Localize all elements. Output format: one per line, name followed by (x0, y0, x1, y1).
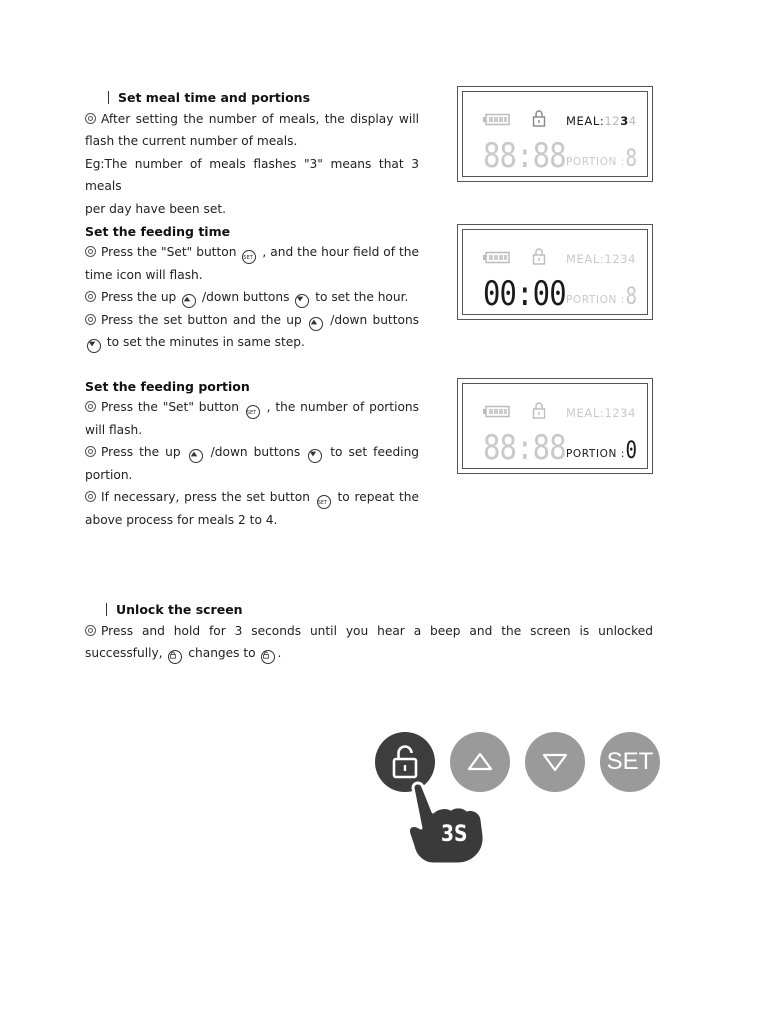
heading-bar (108, 91, 109, 104)
heading-bar (106, 603, 107, 616)
time-digits: 00:00 (483, 274, 566, 314)
down-button[interactable] (525, 732, 585, 792)
battery-icon (483, 405, 511, 418)
bullet-icon (85, 401, 96, 412)
lcd-display-meal-count (457, 86, 653, 182)
portion-digit: 0 (625, 436, 638, 464)
lcd-inner-frame (462, 383, 648, 469)
lcd-inner-frame (462, 91, 648, 177)
bullet-icon (85, 625, 96, 636)
up-arrow-icon (309, 317, 323, 331)
lcd-inner-frame (462, 229, 648, 315)
bullet-icon (85, 246, 96, 257)
unlock-icon (261, 650, 275, 664)
lock-icon (168, 650, 182, 664)
time-digits: 88:88 (483, 136, 566, 176)
section-heading-feeding-time: Set the feeding time (85, 224, 231, 239)
lock-icon (532, 401, 546, 419)
heading-text: Set meal time and portions (118, 90, 311, 105)
meal-indicator: MEAL:1234 (566, 406, 637, 420)
down-arrow-icon (308, 449, 322, 463)
section1-paragraph: After setting the number of meals, the display will flash the current number of meals. Eg:The number of meals flashes "3" means that 3 meals per day have been set. (85, 112, 419, 216)
meal-indicator: MEAL:1234 (566, 114, 637, 128)
set-button[interactable]: SET (600, 732, 660, 792)
bullet-icon (85, 314, 96, 325)
hold-duration-label: 3S (441, 820, 468, 847)
portion-digit: 8 (625, 282, 638, 310)
set-button-icon: SET (246, 405, 260, 419)
portion-label: PORTION : (566, 156, 626, 168)
battery-icon (483, 113, 511, 126)
section4-paragraph: Press and hold for 3 seconds until you hear a beep and the screen is unlocked successfully, changes to . (85, 620, 653, 665)
set-button-icon: SET (317, 495, 331, 509)
section-heading-feeding-portion: Set the feeding portion (85, 379, 250, 394)
portion-label: PORTION : (566, 448, 626, 460)
bullet-icon (85, 491, 96, 502)
lcd-display-portion (457, 378, 653, 474)
section-heading-unlock: Unlock the screen (106, 602, 243, 617)
portion-label: PORTION : (566, 294, 626, 306)
set-button-icon: SET (242, 250, 256, 264)
up-arrow-icon (189, 449, 203, 463)
section3-paragraph: Press the "Set" button SET , the number of portions will flash. Press the up /down buttons to set feeding portion. If necessary, press the set button SET to repeat the above process for meals 2 to 4. (85, 400, 420, 528)
time-digits: 88:88 (483, 428, 566, 468)
up-arrow-icon (182, 294, 196, 308)
hand-pointer-icon (405, 778, 487, 866)
down-arrow-icon (525, 732, 585, 792)
lcd-display-feeding-time (457, 224, 653, 320)
lock-icon (532, 247, 546, 265)
section2-paragraph: Press the "Set" button SET , and the hour field of the time icon will flash. Press the up /down buttons to set the hour. Press the set button and the up /down buttons to set the minutes in same step. (85, 241, 419, 354)
battery-icon (483, 251, 511, 264)
down-arrow-icon (295, 294, 309, 308)
down-arrow-icon (87, 339, 101, 353)
lock-icon (532, 109, 546, 127)
portion-digit: 8 (625, 144, 638, 172)
section-heading-meal-time (108, 90, 310, 105)
meal-indicator: MEAL:1234 (566, 252, 637, 266)
bullet-icon (85, 113, 96, 124)
bullet-icon (85, 446, 96, 457)
bullet-icon (85, 291, 96, 302)
